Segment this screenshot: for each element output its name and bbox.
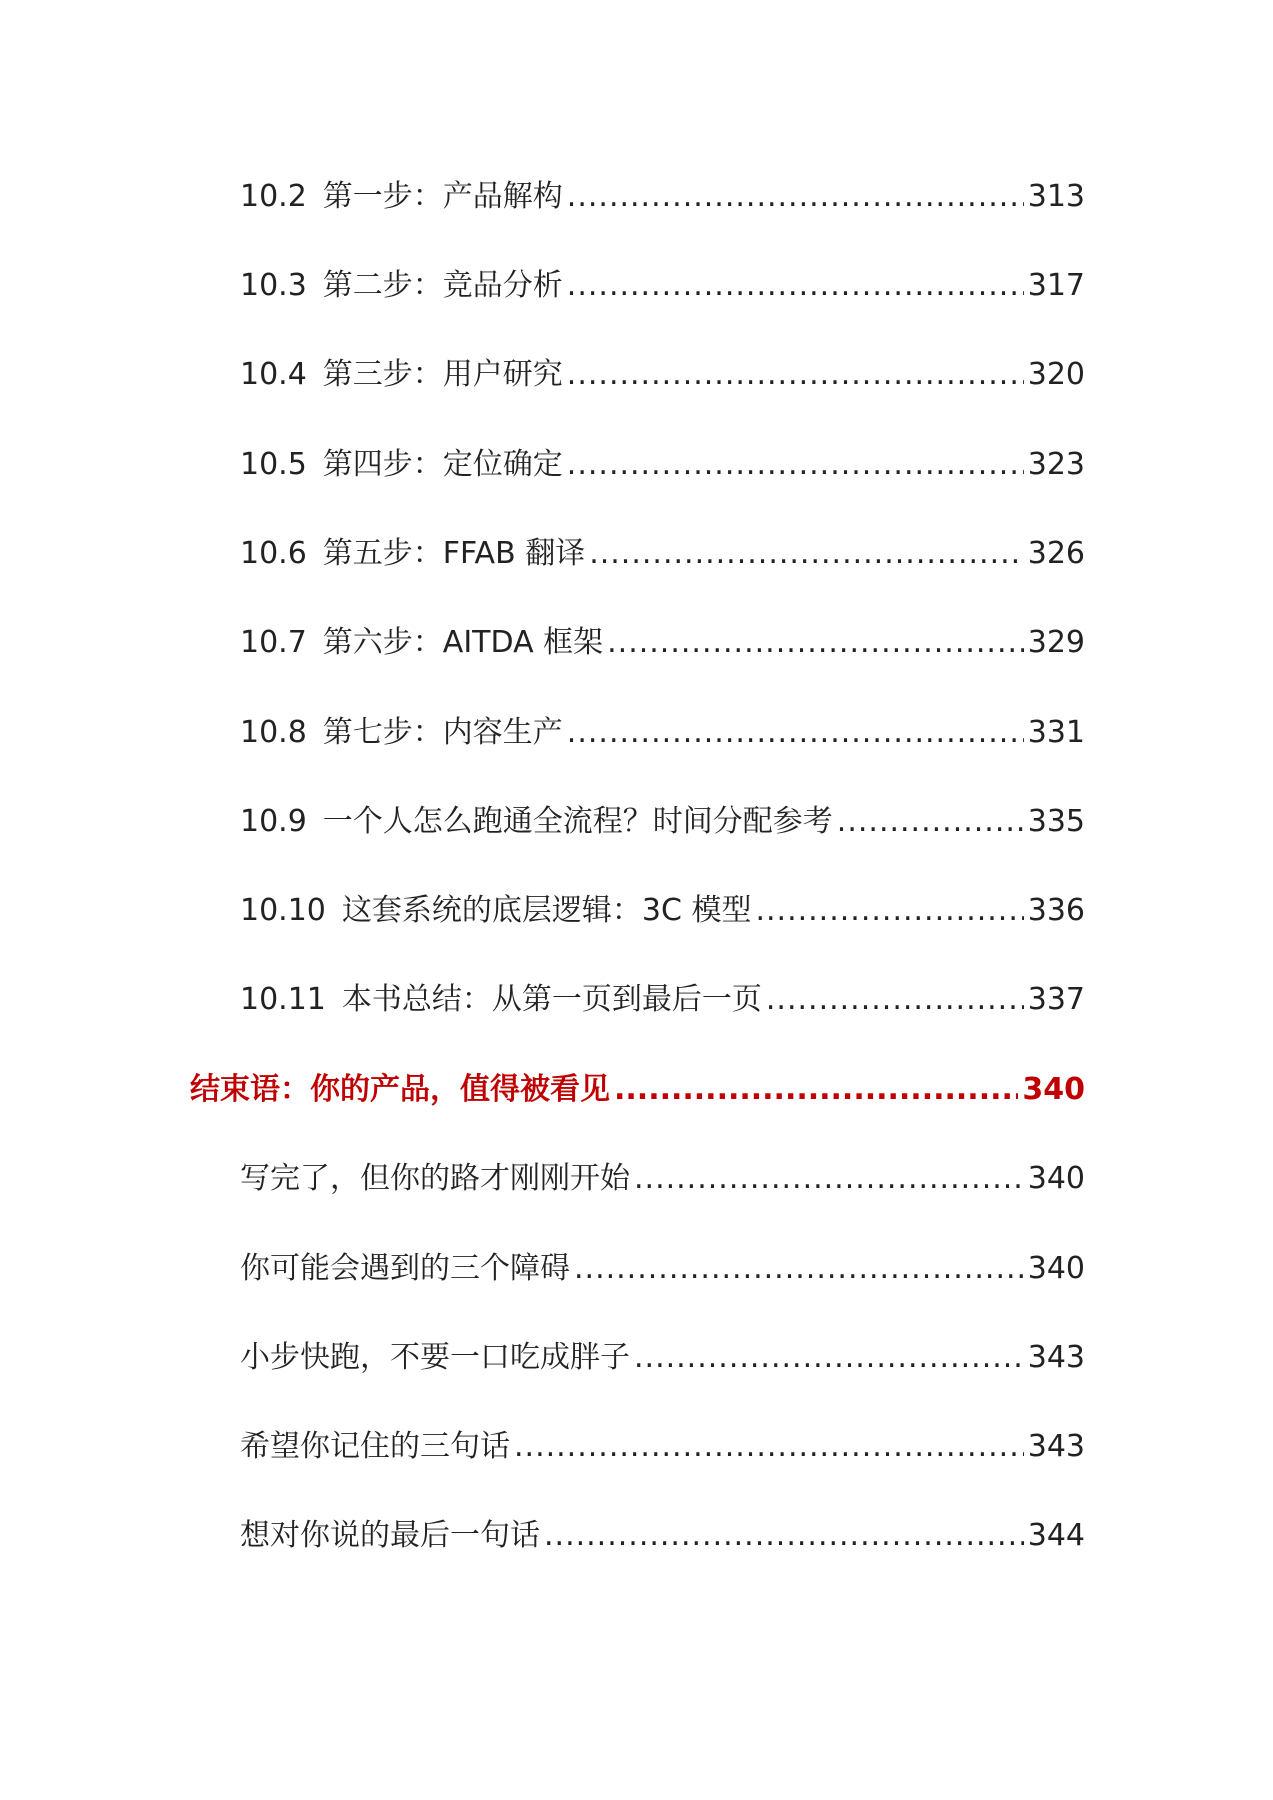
toc-entry-10-8[interactable] <box>240 708 1085 758</box>
toc-entry-10-11[interactable] <box>240 975 1085 1025</box>
dot-leader <box>514 1422 1024 1472</box>
toc-page-number: 340 <box>1027 1251 1085 1286</box>
toc-entry-10-6[interactable] <box>240 529 1085 579</box>
toc-page-number: 336 <box>1027 893 1085 928</box>
toc-entry-10-7[interactable] <box>240 618 1085 668</box>
toc-page-number: 320 <box>1027 357 1085 392</box>
dot-leader <box>574 1244 1024 1294</box>
toc-section-title: 第三步：用户研究 <box>322 357 563 392</box>
toc-section-number: 10.7 <box>240 625 307 660</box>
toc-section-title: 第四步：定位确定 <box>322 447 563 482</box>
toc-section-title: 这套系统的底层逻辑：3C 模型 <box>341 893 752 928</box>
toc-page-number: 340 <box>1027 1161 1085 1196</box>
toc-entry-10-4[interactable] <box>240 350 1085 400</box>
toc-entry-conclusion-1[interactable] <box>240 1154 1085 1204</box>
toc-section-number: 10.8 <box>240 715 307 750</box>
toc-section-title: 想对你说的最后一句话 <box>240 1518 540 1553</box>
dot-leader <box>634 1333 1024 1383</box>
dot-leader <box>837 797 1024 847</box>
dot-leader <box>567 440 1024 490</box>
toc-section-title: 第五步：FFAB 翻译 <box>322 536 586 571</box>
dot-leader <box>567 350 1024 400</box>
toc-section-title: 本书总结：从第一页到最后一页 <box>341 982 762 1017</box>
toc-entry-10-2[interactable] <box>240 172 1085 222</box>
toc-section-title: 你可能会遇到的三个障碍 <box>240 1251 570 1286</box>
toc-section-number: 10.6 <box>240 536 307 571</box>
toc-section-number: 10.2 <box>240 179 307 214</box>
toc-page-number: 335 <box>1027 804 1085 839</box>
dot-leader <box>634 1154 1024 1204</box>
toc-page-number: 343 <box>1027 1340 1085 1375</box>
toc-section-number: 10.3 <box>240 268 307 303</box>
toc-page-number: 329 <box>1027 625 1085 660</box>
toc-entry-chapter-conclusion[interactable] <box>190 1065 1085 1115</box>
toc-entry-conclusion-4[interactable] <box>240 1422 1085 1472</box>
toc-page-number: 317 <box>1027 268 1085 303</box>
toc-section-number: 10.5 <box>240 447 307 482</box>
toc-chapter-title: 结束语：你的产品，值得被看见 <box>190 1072 610 1107</box>
toc-entry-10-3[interactable] <box>240 261 1085 311</box>
toc-page-number: 326 <box>1027 536 1085 571</box>
toc-section-number: 10.10 <box>240 893 326 928</box>
toc-page-number: 313 <box>1027 179 1085 214</box>
toc-entry-10-10[interactable] <box>240 886 1085 936</box>
toc-entry-conclusion-2[interactable] <box>240 1244 1085 1294</box>
toc-section-title: 小步快跑，不要一口吃成胖子 <box>240 1340 630 1375</box>
toc-page-number: 344 <box>1027 1518 1085 1553</box>
toc-section-title: 第二步：竞品分析 <box>322 268 563 303</box>
toc-page-number: 323 <box>1027 447 1085 482</box>
toc-entry-10-5[interactable] <box>240 440 1085 490</box>
dot-leader <box>755 886 1023 936</box>
toc-section-title: 第一步：产品解构 <box>322 179 563 214</box>
toc-section-title: 希望你记住的三句话 <box>240 1429 510 1464</box>
dot-leader <box>766 975 1024 1025</box>
toc-entry-10-9[interactable] <box>240 797 1085 847</box>
toc-entry-conclusion-5[interactable] <box>240 1511 1085 1561</box>
dot-leader <box>567 708 1024 758</box>
toc-section-title: 写完了，但你的路才刚刚开始 <box>240 1161 630 1196</box>
dot-leader <box>614 1065 1018 1115</box>
toc-section-title: 第七步：内容生产 <box>322 715 563 750</box>
toc-section-title: 第六步：AITDA 框架 <box>322 625 604 660</box>
dot-leader <box>589 529 1024 579</box>
toc-section-number: 10.11 <box>240 982 326 1017</box>
toc-page-number: 340 <box>1022 1072 1085 1107</box>
dot-leader <box>607 618 1024 668</box>
toc-page-number: 337 <box>1027 982 1085 1017</box>
toc-section-number: 10.9 <box>240 804 307 839</box>
toc-page-number: 331 <box>1027 715 1085 750</box>
toc-section-title: 一个人怎么跑通全流程？时间分配参考 <box>322 804 833 839</box>
toc-entry-conclusion-3[interactable] <box>240 1333 1085 1383</box>
dot-leader <box>567 172 1024 222</box>
dot-leader <box>544 1511 1024 1561</box>
dot-leader <box>567 261 1024 311</box>
toc-section-number: 10.4 <box>240 357 307 392</box>
toc-page-number: 343 <box>1027 1429 1085 1464</box>
